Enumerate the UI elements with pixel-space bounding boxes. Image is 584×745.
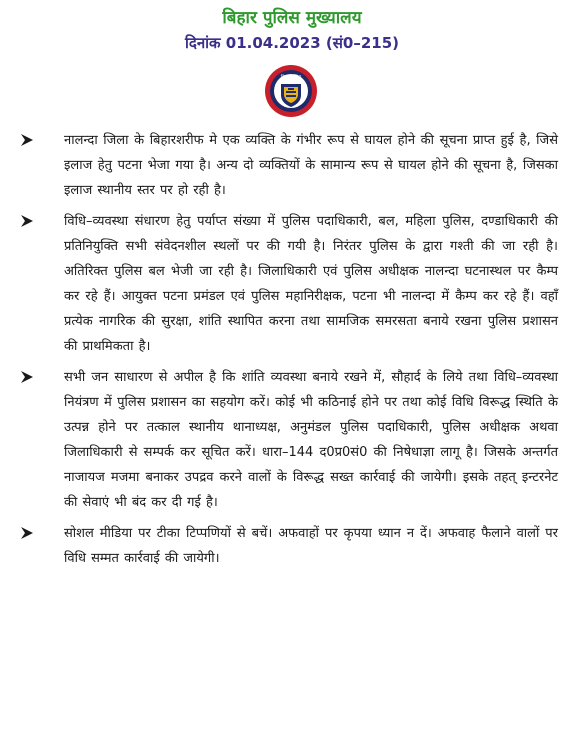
document-title: बिहार पुलिस मुख्यालय bbox=[222, 8, 362, 28]
document-header bbox=[0, 6, 584, 54]
bullet-text: नालन्दा जिला के बिहारशरीफ मे एक व्यक्ति के गंभीर रूप से घायल होने की सूचना प्राप्त हुई है, जिसे इलाज हेतु पटना भेजा गया है। अन्य दो व्यक्तियों के सामान्य रूप से घायल होने की सूचना है, जिसका इलाज स्थानीय स्तर पर हो रही है। bbox=[64, 133, 558, 198]
bullet-arrow-icon bbox=[20, 132, 34, 146]
press-release-points bbox=[0, 128, 584, 577]
bullet-point bbox=[0, 128, 584, 203]
bihar-police-emblem-icon bbox=[264, 64, 318, 118]
bullet-point bbox=[0, 365, 584, 515]
bullet-text: सोशल मीडिया पर टीका टिप्पणियों से बचें। अफवाहों पर कृपया ध्यान न दें। अफवाह फैलाने वालों पर विधि सम्मत कार्रवाई की जायेगी। bbox=[64, 526, 558, 566]
bullet-text: विधि–व्यवस्था संधारण हेतु पर्याप्त संख्या में पुलिस पदाधिकारी, बल, महिला पुलिस, दण्डाधिकारी की प्रतिनियुक्ति सभी संवेदनशील स्थलों पर की गयी है। निरंतर पुलिस के द्वारा गश्ती की जा रही है। अतिरिक्त पुलिस बल भेजी जा रही है। जिलाधिकारी एवं पुलिस अधीक्षक नालन्दा घटनास्थल पर कैम्प कर रहे हैं। आयुक्त पटना प्रमंडल एवं पुलिस महानिरीक्षक, पटना भी नालन्दा में कैम्प कर रहे हैं। वहाँ प्रत्येक नागरिक की सुरक्षा, शांति स्थापित करना तथा सामजिक समरसता बनाये रखना पुलिस प्रशासन की प्राथमिकता है। bbox=[64, 214, 558, 354]
bullet-point bbox=[0, 209, 584, 359]
bullet-point bbox=[0, 521, 584, 571]
bullet-arrow-icon bbox=[20, 369, 34, 383]
bullet-arrow-icon bbox=[20, 525, 34, 539]
bullet-arrow-icon bbox=[20, 213, 34, 227]
document-date-reference: दिनांक 01.04.2023 (सं0–215) bbox=[184, 34, 400, 52]
bullet-text: सभी जन साधारण से अपील है कि शांति व्यवस्था बनाये रखने में, सौहार्द के लिये तथा विधि–व्यवस्था नियंत्रण में पुलिस प्रशासन का सहयोग करें। कोई भी कठिनाई होने पर तथा कोई विधि विरूद्ध स्थिति के उत्पन्न होने पर तत्काल स्थानीय थानाध्यक्ष, अनुमंडल पुलिस पदाधिकारी, पुलिस अधीक्षक अथवा जिलाधिकारी से सम्पर्क कर सूचित करें। धारा–144 द0प्र0सं0 की निषेधाज्ञा लागू है। जिसके अन्तर्गत नाजायज मजमा बनाकर उपद्रव करने वालों के विरूद्ध सख्त कार्रवाई की जायेगी। इसके तहत् इन्टरनेट की सेवाएं भी बंद कर दी गई है। bbox=[64, 370, 558, 510]
emblem-label: बिहार पुलिस bbox=[280, 75, 302, 80]
